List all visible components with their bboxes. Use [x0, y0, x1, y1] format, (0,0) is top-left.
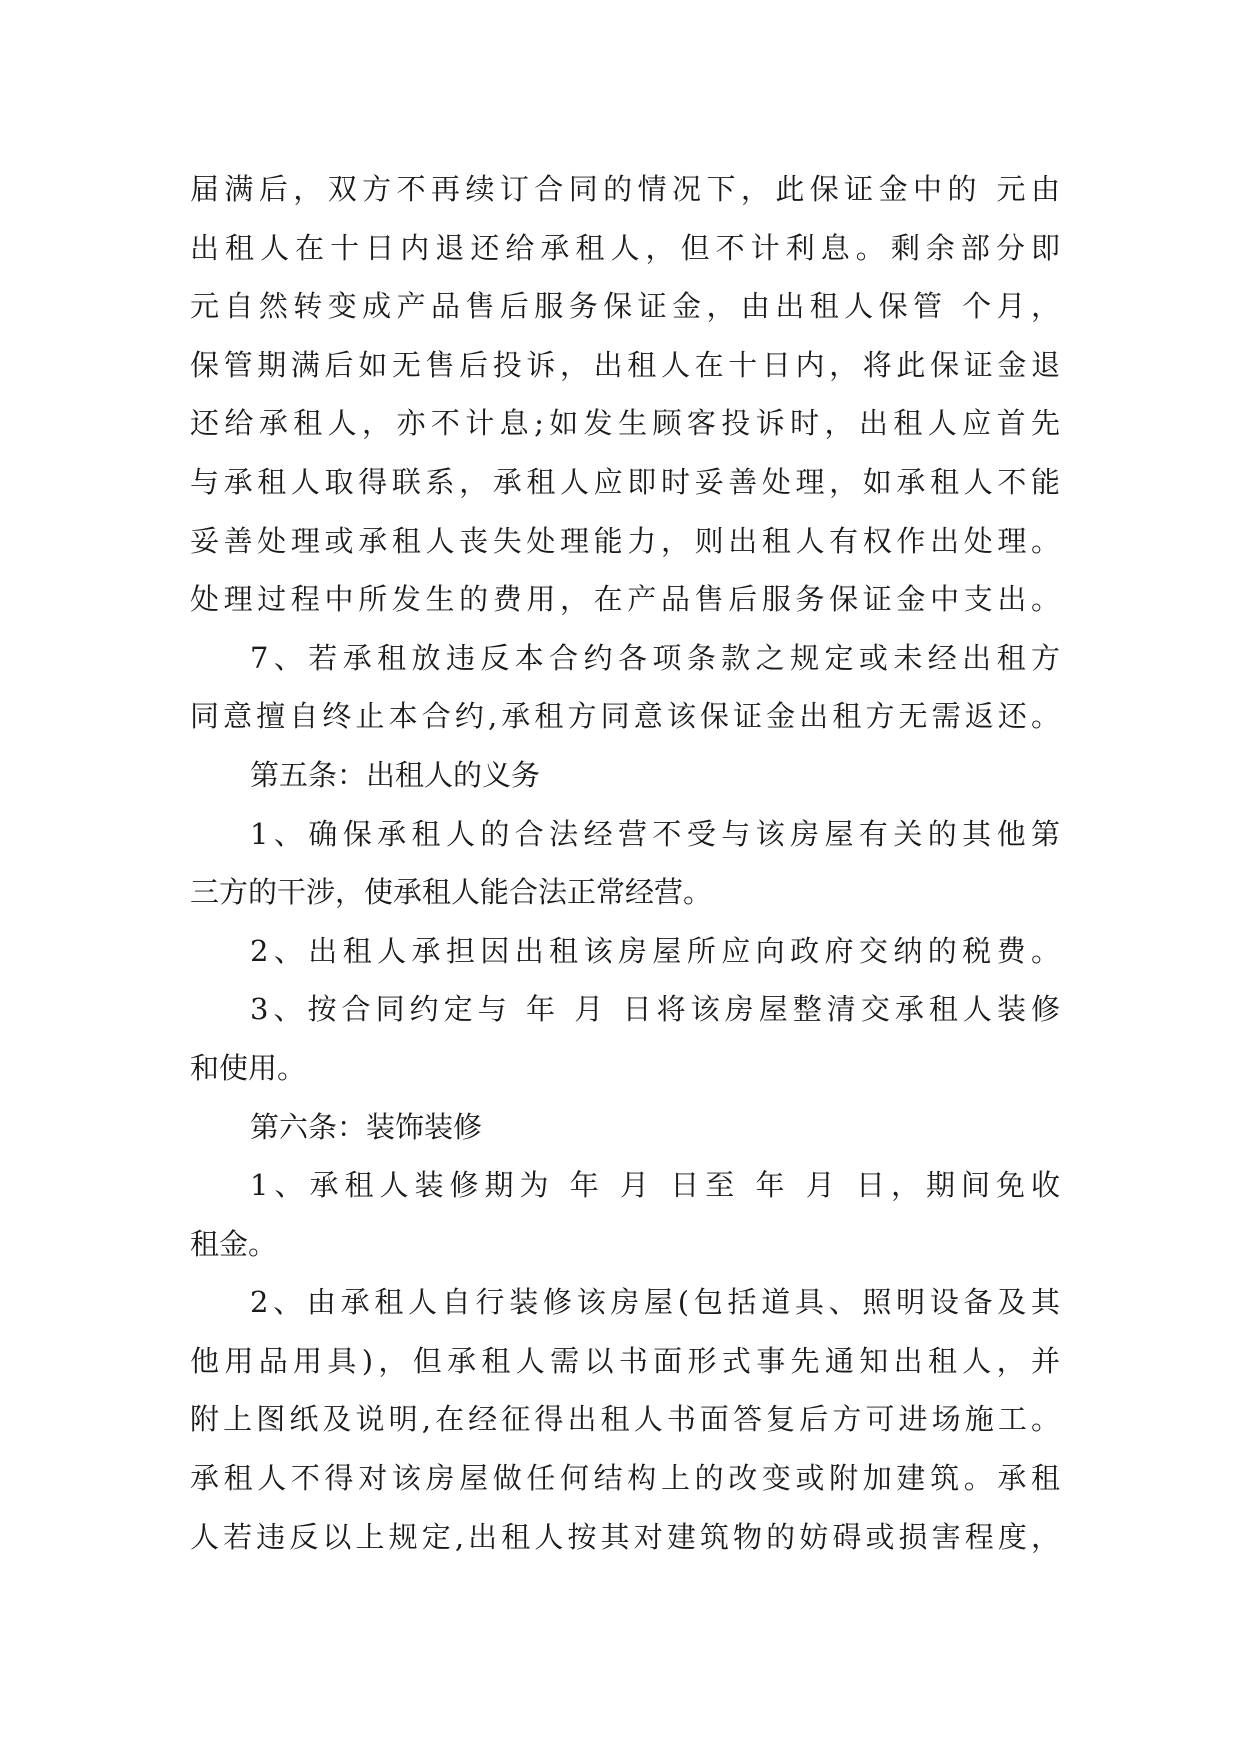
- contract-body-text: [190, 160, 1060, 1566]
- text-line: 出租人在十日内退还给承租人，但不计利息。剩余部分即: [190, 230, 1060, 265]
- text-line: 1、承租人装修期为 年 月 日至 年 月 日，期间免收: [250, 1168, 1060, 1203]
- text-line: 和使用。: [190, 1050, 307, 1085]
- text-line: 届满后，双方不再续订合同的情况下，此保证金中的 元由: [190, 172, 1060, 206]
- text-line: 第五条：出租人的义务: [250, 757, 541, 792]
- text-line: 处理过程中所发生的费用，在产品售后服务保证金中支出。: [190, 582, 1060, 617]
- text-line: 7、若承租放违反本合约各项条款之规定或未经出租方: [250, 640, 1060, 675]
- text-line: 妥善处理或承租人丧失处理能力，则出租人有权作出处理。: [190, 523, 1060, 558]
- text-line: 同意擅自终止本合约,承租方同意该保证金出租方无需返还。: [190, 699, 1060, 734]
- text-line: 三方的干涉，使承租人能合法正常经营。: [190, 875, 713, 910]
- text-line: 与承租人取得联系，承租人应即时妥善处理，如承租人不能: [190, 464, 1060, 499]
- text-line: 1、确保承租人的合法经营不受与该房屋有关的其他第: [250, 816, 1060, 851]
- text-line: 承租人不得对该房屋做任何结构上的改变或附加建筑。承租: [190, 1461, 1060, 1496]
- text-line: 第六条：装饰装修: [250, 1109, 483, 1144]
- text-line: 2、出租人承担因出租该房屋所应向政府交纳的税费。: [250, 933, 1060, 968]
- text-line: 3、按合同约定与 年 月 日将该房屋整清交承租人装修: [250, 992, 1060, 1027]
- text-line: 他用品用具)，但承租人需以书面形式事先通知出租人，并: [190, 1343, 1060, 1378]
- text-line: 还给承租人，亦不计息;如发生顾客投诉时，出租人应首先: [190, 406, 1060, 441]
- text-line: 保管期满后如无售后投诉，出租人在十日内，将此保证金退: [190, 347, 1060, 382]
- text-line: 人若违反以上规定,出租人按其对建筑物的妨碍或损害程度，: [190, 1519, 1060, 1554]
- text-line: 2、由承租人自行装修该房屋(包括道具、照明设备及其: [250, 1285, 1060, 1320]
- text-line: 附上图纸及说明,在经征得出租人书面答复后方可进场施工。: [190, 1402, 1060, 1437]
- text-line: 租金。: [190, 1226, 278, 1261]
- text-line: 元自然转变成产品售后服务保证金，由出租人保管 个月，: [190, 289, 1060, 324]
